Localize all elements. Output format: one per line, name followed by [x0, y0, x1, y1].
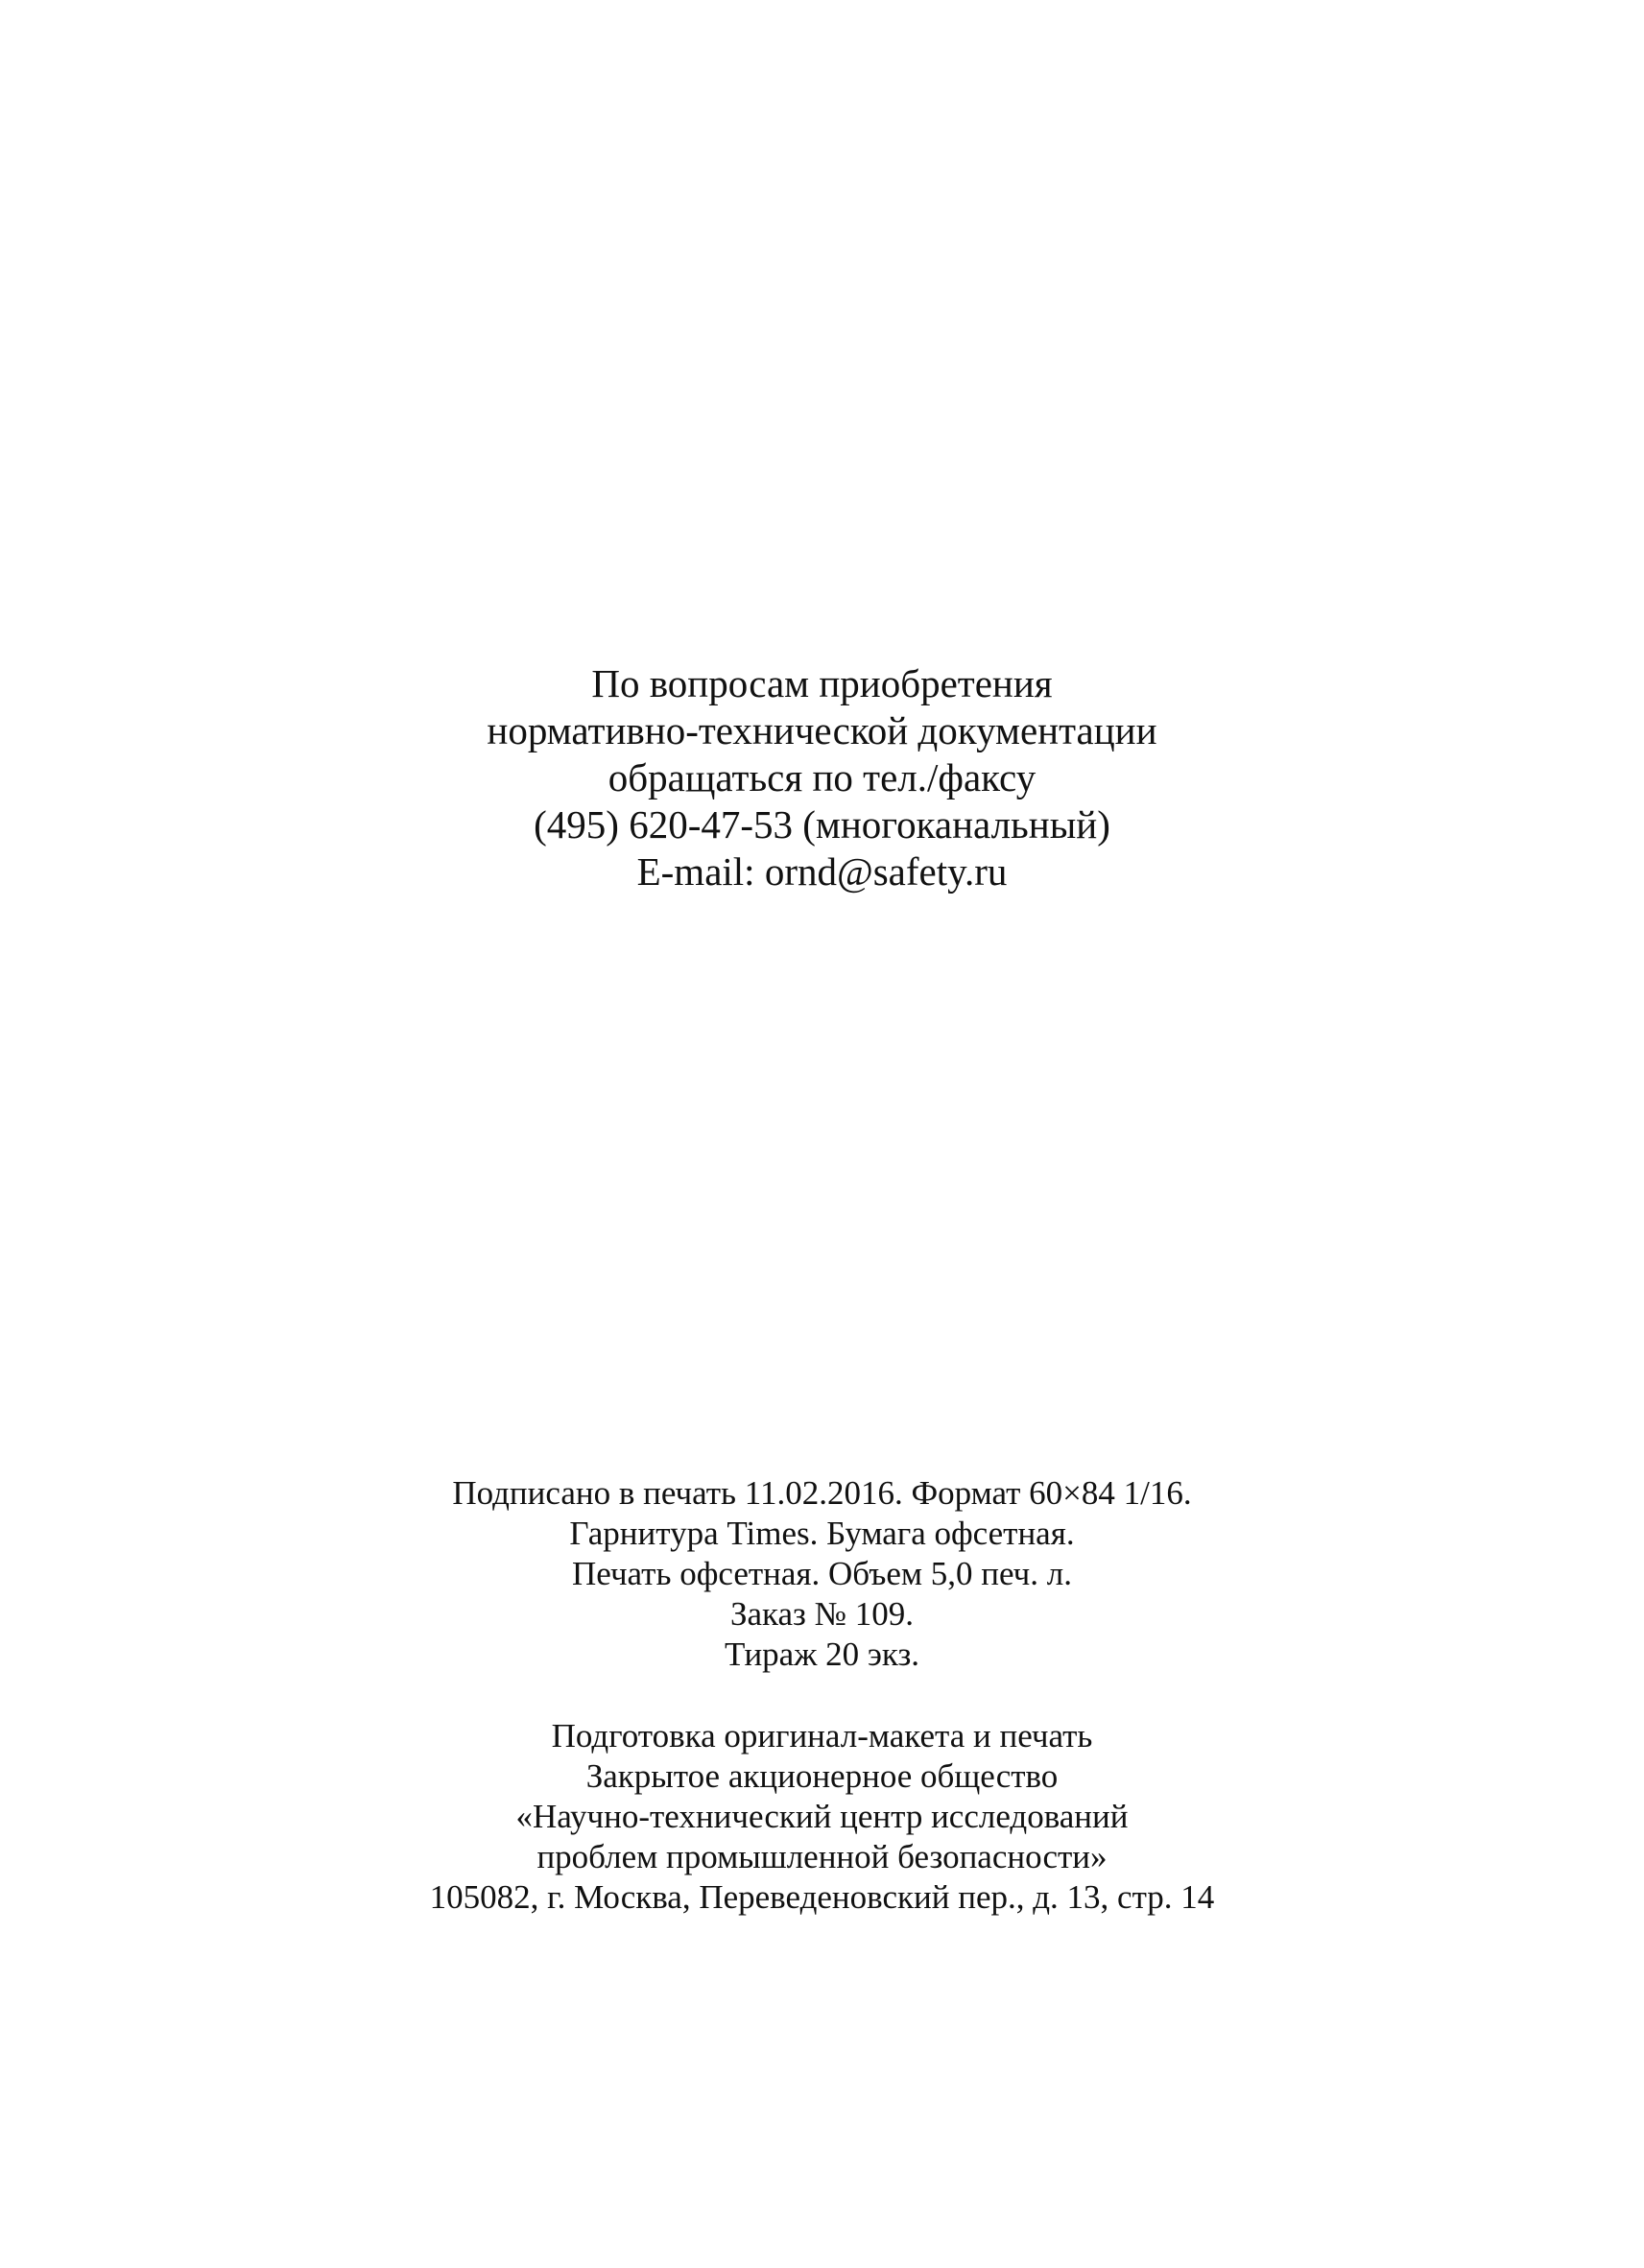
printer-address: 105082, г. Москва, Переведеновский пер., д. 13, стр. 14: [429, 1878, 1215, 1916]
contacts-line-phone-fax-label: обращаться по тел./факсу: [608, 755, 1036, 800]
imprint-order-number: Заказ № 109.: [729, 1595, 915, 1633]
imprint-block: [0, 1473, 1644, 1675]
imprint-print-volume: Печать офсетная. Объем 5,0 печ. л.: [572, 1555, 1072, 1592]
imprint-signed-format: Подписано в печать 11.02.2016. Формат 60×84 1/16.: [452, 1474, 1192, 1512]
printer-preparation: Подготовка оригинал-макета и печать: [551, 1717, 1093, 1755]
contacts-email: E-mail: ornd@safety.ru: [636, 849, 1008, 894]
contacts-line-documentation: нормативно-технической документации: [487, 708, 1157, 752]
printer-company-type: Закрытое акционерное общество: [585, 1757, 1059, 1795]
printer-block: [0, 1716, 1644, 1918]
imprint-circulation: Тираж 20 экз.: [724, 1635, 920, 1673]
contacts-phone-number: (495) 620-47-53 (многоканальный): [534, 802, 1110, 847]
printer-company-name-2: проблем промышленной безопасности»: [536, 1838, 1108, 1875]
contacts-line-purchase: По вопросам приобретения: [591, 661, 1053, 705]
imprint-typeface-paper: Гарнитура Times. Бумага офсетная.: [569, 1515, 1075, 1552]
printer-company-name-1: «Научно-технический центр исследований: [515, 1798, 1129, 1835]
contacts-block: [0, 660, 1644, 895]
